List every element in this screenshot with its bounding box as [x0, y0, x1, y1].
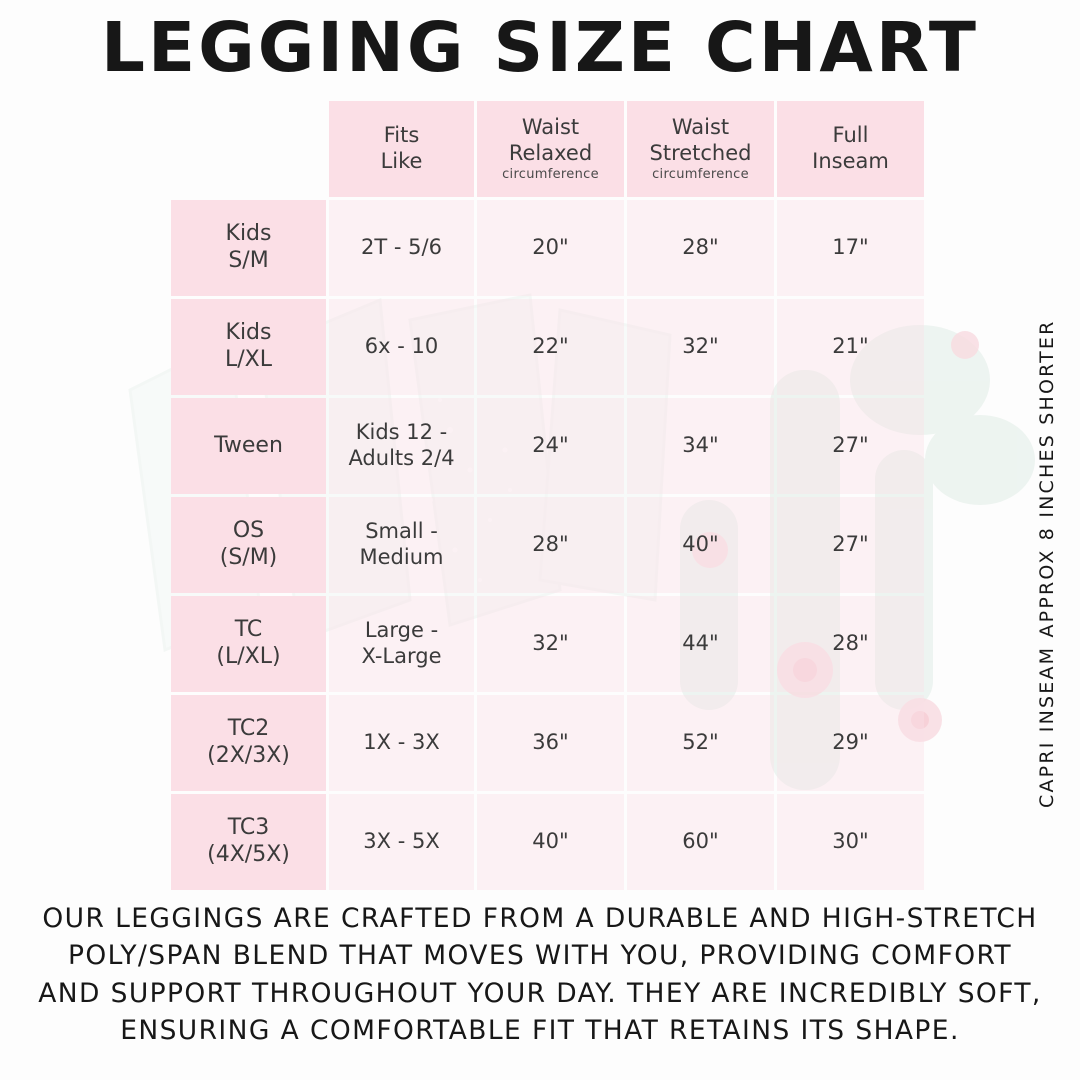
row-waist-stretched: 44": [627, 596, 774, 692]
row-waist-stretched: 52": [627, 695, 774, 791]
page-title: LEGGING SIZE CHART: [101, 8, 979, 88]
capri-inseam-note: CAPRI INSEAM APPROX 8 INCHES SHORTER: [1036, 319, 1058, 808]
row-fits-like: [329, 200, 474, 296]
row-waist-relaxed: 24": [477, 398, 624, 494]
row-waist-stretched: 40": [627, 497, 774, 593]
table-header: [171, 101, 924, 197]
fits-line1: 6x - 10: [364, 334, 439, 359]
row-full-inseam: 29": [777, 695, 924, 791]
table-body: [171, 200, 924, 890]
row-size-label: [171, 200, 326, 296]
header-waist-stretched-line2: Stretched: [649, 140, 752, 165]
header-waist-relaxed: [477, 101, 624, 197]
header-waist-stretched-line1: Waist: [671, 114, 730, 139]
header-fits-like: [329, 101, 474, 197]
fits-line1: 3X - 5X: [363, 829, 440, 854]
size-line2: S/M: [228, 248, 269, 273]
row-fits-like: [329, 497, 474, 593]
row-size-label: [171, 398, 326, 494]
table-row: [171, 200, 924, 296]
row-waist-relaxed: 32": [477, 596, 624, 692]
table-row: [171, 398, 924, 494]
row-full-inseam: 27": [777, 497, 924, 593]
row-full-inseam: 28": [777, 596, 924, 692]
fits-line1: 2T - 5/6: [361, 235, 442, 260]
footer-line-2: POLY/SPAN BLEND THAT MOVES WITH YOU, PROVIDING COMFORT: [68, 940, 1012, 972]
size-line1: TC: [234, 617, 263, 643]
table-row: [171, 596, 924, 692]
header-full-inseam-line2: Inseam: [812, 149, 889, 173]
header-waist-relaxed-sub: circumference: [502, 167, 599, 183]
row-waist-relaxed: 28": [477, 497, 624, 593]
header-waist-stretched-sub: circumference: [652, 167, 749, 183]
footer-line-1: OUR LEGGINGS ARE CRAFTED FROM A DURABLE AND HIGH-STRETCH: [42, 902, 1038, 934]
row-fits-like: [329, 695, 474, 791]
size-chart-table: [168, 98, 927, 893]
row-size-label: [171, 299, 326, 395]
header-waist-relaxed-line2: Relaxed: [508, 140, 593, 165]
fits-line2: Adults 2/4: [348, 446, 455, 470]
footer-line-4: ENSURING A COMFORTABLE FIT THAT RETAINS ITS SHAPE.: [120, 1015, 960, 1047]
header-waist-relaxed-line1: Waist: [521, 114, 580, 139]
table-header-row: [171, 101, 924, 197]
fits-line2: X-Large: [361, 644, 442, 668]
row-fits-like: [329, 398, 474, 494]
size-line1: Tween: [214, 432, 283, 458]
row-full-inseam: 27": [777, 398, 924, 494]
size-line1: Kids: [225, 221, 272, 247]
size-line1: OS: [232, 518, 265, 544]
header-full-inseam: [777, 101, 924, 197]
row-waist-relaxed: 40": [477, 794, 624, 890]
row-waist-stretched: 34": [627, 398, 774, 494]
row-full-inseam: 17": [777, 200, 924, 296]
table-row: [171, 299, 924, 395]
footer-line-3: AND SUPPORT THROUGHOUT YOUR DAY. THEY ARE INCREDIBLY SOFT,: [38, 977, 1042, 1009]
fits-line2: Medium: [359, 545, 444, 569]
row-size-label: [171, 794, 326, 890]
size-line1: TC2: [227, 716, 270, 742]
header-full-inseam-line1: Full: [832, 123, 869, 148]
footer-description: [0, 900, 1080, 1051]
row-waist-relaxed: 36": [477, 695, 624, 791]
size-line1: TC3: [227, 815, 270, 841]
row-waist-relaxed: 20": [477, 200, 624, 296]
size-line2: L/XL: [225, 347, 272, 372]
row-fits-like: [329, 794, 474, 890]
row-waist-relaxed: 22": [477, 299, 624, 395]
fits-line1: Small -: [365, 519, 438, 544]
row-size-label: [171, 596, 326, 692]
row-full-inseam: 21": [777, 299, 924, 395]
row-size-label: [171, 497, 326, 593]
row-waist-stretched: 32": [627, 299, 774, 395]
table-row: [171, 794, 924, 890]
row-waist-stretched: 28": [627, 200, 774, 296]
fits-line1: Large -: [364, 618, 439, 643]
size-line2: (2X/3X): [207, 743, 290, 768]
size-line2: (S/M): [219, 545, 278, 570]
table-row: [171, 695, 924, 791]
row-size-label: [171, 695, 326, 791]
fits-line1: Kids 12 -: [355, 420, 448, 445]
row-waist-stretched: 60": [627, 794, 774, 890]
header-fits-like-line2: Like: [380, 149, 423, 173]
table-row: [171, 497, 924, 593]
size-chart: [168, 98, 927, 893]
size-line2: (L/XL): [216, 644, 281, 669]
size-line2: (4X/5X): [207, 842, 290, 867]
row-fits-like: [329, 596, 474, 692]
row-fits-like: [329, 299, 474, 395]
row-full-inseam: 30": [777, 794, 924, 890]
header-fits-like-line1: Fits: [383, 123, 420, 148]
header-waist-stretched: [627, 101, 774, 197]
header-corner-blank: [171, 101, 326, 197]
fits-line1: 1X - 3X: [363, 730, 440, 755]
size-line1: Kids: [225, 320, 272, 346]
